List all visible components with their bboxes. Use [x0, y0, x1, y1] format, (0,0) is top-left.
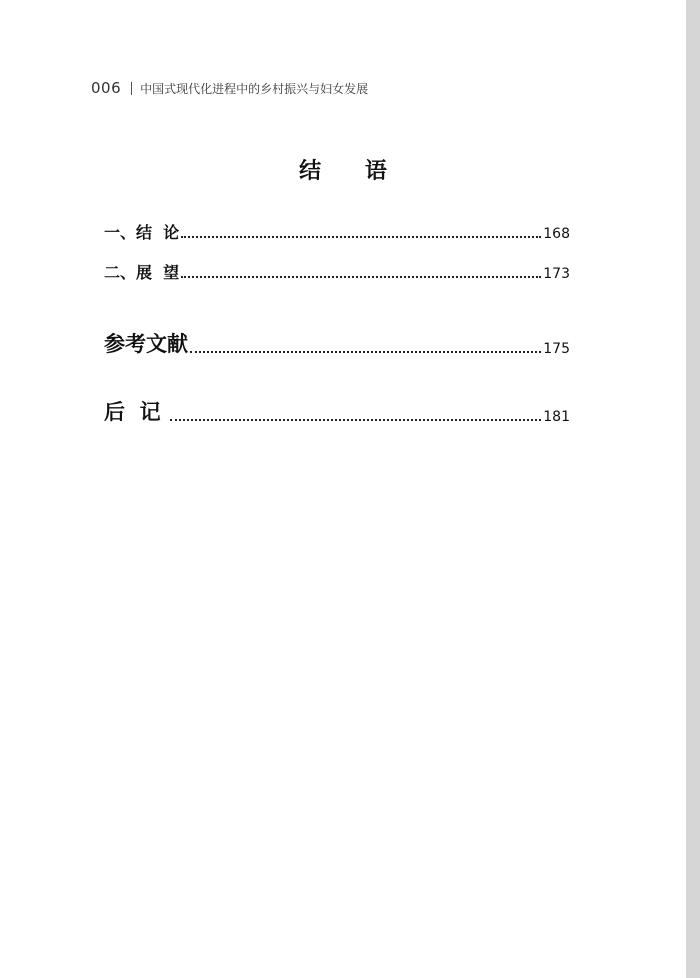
toc-entry-label: 参考文献 [104, 331, 188, 356]
toc-entry-page: 168 [543, 226, 570, 242]
toc-entry-page: 175 [543, 341, 570, 357]
toc-dot-leader [170, 419, 541, 421]
toc-entry-afterword[interactable] [104, 396, 570, 426]
toc-entry-label: 二、展 望 [104, 263, 180, 282]
toc-dot-leader [190, 351, 541, 353]
toc-dot-leader [181, 276, 541, 278]
page-edge-shadow [686, 0, 700, 978]
running-head [91, 78, 368, 98]
toc-entry-page: 181 [543, 409, 570, 425]
toc-entry-references[interactable] [104, 328, 570, 358]
book-title: 中国式现代化进程中的乡村振兴与妇女发展 [140, 81, 369, 96]
section-title: 结 语 [299, 158, 405, 184]
toc-entry-outlook[interactable] [104, 260, 570, 283]
toc-entry-label: 后 记 [104, 399, 168, 424]
toc-entry-page: 173 [543, 266, 570, 282]
toc-entry-conclusion[interactable] [104, 220, 570, 243]
page-number: 006 [91, 79, 122, 97]
header-divider [131, 82, 132, 95]
toc-dot-leader [181, 236, 541, 238]
toc-entry-label: 一、结 论 [104, 223, 180, 242]
